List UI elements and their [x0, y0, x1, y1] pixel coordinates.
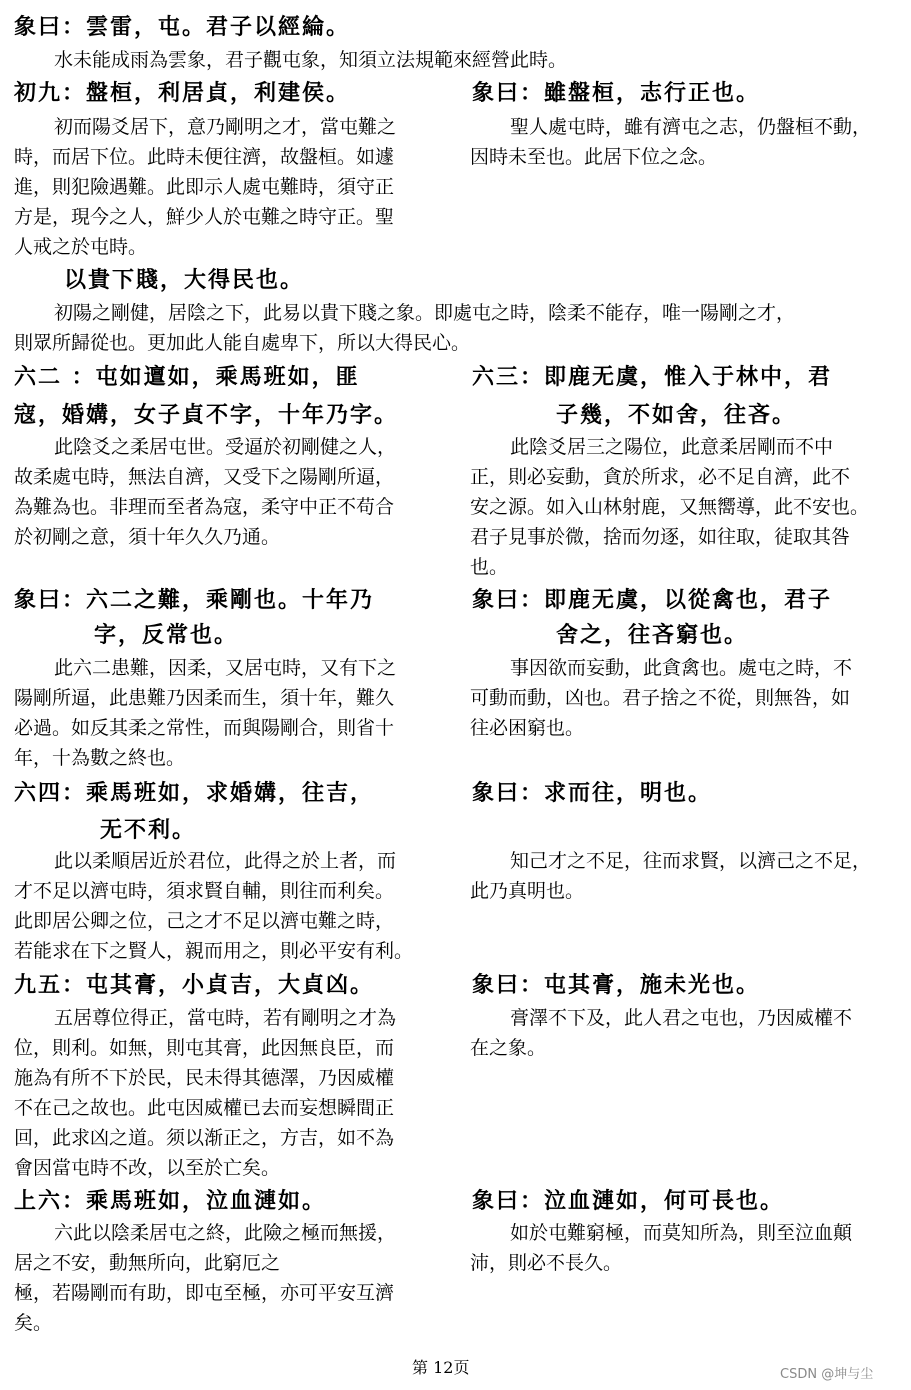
- commentary-line: 安之源。如入山林射鹿，又無嚮導，此不安也。: [470, 496, 870, 518]
- watermark: CSDN @坤与尘: [780, 1367, 874, 1382]
- commentary-line: 此以柔順居近於君位，此得之於上者，而: [54, 850, 397, 872]
- hexagram-heading: 象曰：雲雷，屯。君子以經綸。: [14, 14, 351, 40]
- hexagram-heading: 初九：盤桓，利居貞，利建侯。: [14, 80, 351, 106]
- commentary-line: 方是，現今之人，鮮少人於屯難之時守正。聖: [14, 206, 395, 228]
- hexagram-heading: 无不利。: [100, 817, 197, 843]
- commentary-line: 故柔處屯時，無法自濟，又受下之陽剛所逼，: [14, 466, 395, 488]
- hexagram-heading: 象曰：求而往，明也。: [472, 780, 713, 806]
- commentary-line: 因時未至也。此居下位之念。: [470, 146, 718, 168]
- hexagram-heading: 象曰：雖盤桓，志行正也。: [472, 80, 761, 106]
- commentary-line: 居之不安，動無所向，此窮厄之: [14, 1252, 281, 1274]
- commentary-line: 必過。如反其柔之常性，而與陽剛合，則省十: [14, 717, 395, 739]
- hexagram-heading: 上六：乘馬班如，泣血漣如。: [14, 1188, 327, 1214]
- commentary-line: 此陰爻之柔居屯世。受逼於初剛健之人，: [54, 436, 397, 458]
- commentary-line: 不在己之故也。此屯因威權已去而妄想瞬間正: [14, 1097, 395, 1119]
- hexagram-heading: 象曰：泣血漣如，何可長也。: [472, 1188, 785, 1214]
- hexagram-heading: 象曰：六二之難，乘剛也。十年乃: [14, 587, 375, 613]
- commentary-line: 在之象。: [470, 1037, 547, 1059]
- hexagram-heading: 六三：即鹿无虞，惟入于林中，君: [472, 364, 833, 390]
- commentary-line: 可動而動，凶也。君子捨之不從，則無咎，如: [470, 687, 851, 709]
- commentary-line: 六此以陰柔居屯之終，此險之極而無援，: [54, 1222, 397, 1244]
- hexagram-heading: 以貴下賤，大得民也。: [64, 267, 305, 293]
- hexagram-heading: 六四：乘馬班如，求婚媾，往吉，: [14, 780, 375, 806]
- commentary-line: 如於屯難窮極，而莫知所為，則至泣血顛: [510, 1222, 853, 1244]
- commentary-line: 五居尊位得正，當屯時，若有剛明之才為: [54, 1007, 397, 1029]
- hexagram-heading: 九五：屯其膏，小貞吉，大貞凶。: [14, 972, 375, 998]
- commentary-line: 施為有所不下於民，民未得其德澤，乃因威權: [14, 1067, 395, 1089]
- commentary-line: 此乃真明也。: [470, 880, 585, 902]
- commentary-line: 會因當屯時不改，以至於亡矣。: [14, 1157, 281, 1179]
- commentary-line: 此六二患難，因柔，又居屯時，又有下之: [54, 657, 397, 679]
- commentary-line: 矣。: [14, 1312, 53, 1334]
- commentary-line: 也。: [470, 556, 509, 578]
- commentary-line: 則眾所歸從也。更加此人能自處卑下，所以大得民心。: [14, 332, 471, 354]
- commentary-line: 回，此求凶之道。须以渐正之，方吉，如不為: [14, 1127, 395, 1149]
- commentary-line: 君子見事於微，捨而勿逐，如往取，徒取其咎: [470, 526, 851, 548]
- commentary-line: 知己才之不足，往而求賢，以濟己之不足，: [510, 850, 872, 872]
- commentary-line: 若能求在下之賢人，親而用之，則必平安有利。: [14, 940, 414, 962]
- commentary-line: 進，則犯險遇難。此即示人處屯難時，須守正: [14, 176, 395, 198]
- hexagram-heading: 寇，婚媾，女子貞不字，十年乃字。: [14, 402, 399, 428]
- hexagram-heading: 舍之，往吝窮也。: [556, 622, 749, 648]
- commentary-line: 為難為也。非理而至者為寇，柔守中正不苟合: [14, 496, 395, 518]
- commentary-line: 才不足以濟屯時，須求賢自輔，則往而利矣。: [14, 880, 395, 902]
- commentary-line: 膏澤不下及，此人君之屯也，乃因威權不: [510, 1007, 853, 1029]
- hexagram-heading: 子幾，不如舍，往吝。: [556, 402, 797, 428]
- page-number: 第 12页: [412, 1358, 470, 1377]
- commentary-line: 聖人處屯時，雖有濟屯之志，仍盤桓不動，: [510, 116, 872, 138]
- commentary-line: 水未能成雨為雲象，君子觀屯象，知須立法規範來經營此時。: [54, 49, 568, 71]
- commentary-line: 正，則必妄動，貪於所求，必不足自濟，此不: [470, 466, 851, 488]
- commentary-line: 位，則利。如無，則屯其膏，此因無良臣，而: [14, 1037, 395, 1059]
- commentary-line: 陽剛所逼，此患難乃因柔而生，須十年，難久: [14, 687, 395, 709]
- hexagram-heading: 象曰：即鹿无虞，以從禽也，君子: [472, 587, 833, 613]
- commentary-line: 初陽之剛健，居陰之下，此易以貴下賤之象。即處屯之時，陰柔不能存，唯一陽剛之才，: [54, 302, 796, 324]
- commentary-line: 往必困窮也。: [470, 717, 585, 739]
- commentary-line: 年，十為數之終也。: [14, 747, 186, 769]
- commentary-line: 時，而居下位。此時未便往濟，故盤桓。如遽: [14, 146, 395, 168]
- commentary-line: 極，若陽剛而有助，即屯至極，亦可平安互濟: [14, 1282, 395, 1304]
- commentary-line: 人戒之於屯時。: [14, 236, 148, 258]
- hexagram-heading: 字，反常也。: [94, 622, 239, 648]
- commentary-line: 初而陽爻居下，意乃剛明之才，當屯難之: [54, 116, 397, 138]
- commentary-line: 沛，則必不長久。: [470, 1252, 623, 1274]
- commentary-line: 事因欲而妄動，此貪禽也。處屯之時，不: [510, 657, 853, 679]
- hexagram-heading: 六二 ：屯如邅如，乘馬班如，匪: [14, 364, 360, 390]
- hexagram-heading: 象曰：屯其膏，施未光也。: [472, 972, 761, 998]
- commentary-line: 於初剛之意，須十年久久乃通。: [14, 526, 281, 548]
- commentary-line: 此陰爻居三之陽位，此意柔居剛而不中: [510, 436, 834, 458]
- commentary-line: 此即居公卿之位，己之才不足以濟屯難之時，: [14, 910, 395, 932]
